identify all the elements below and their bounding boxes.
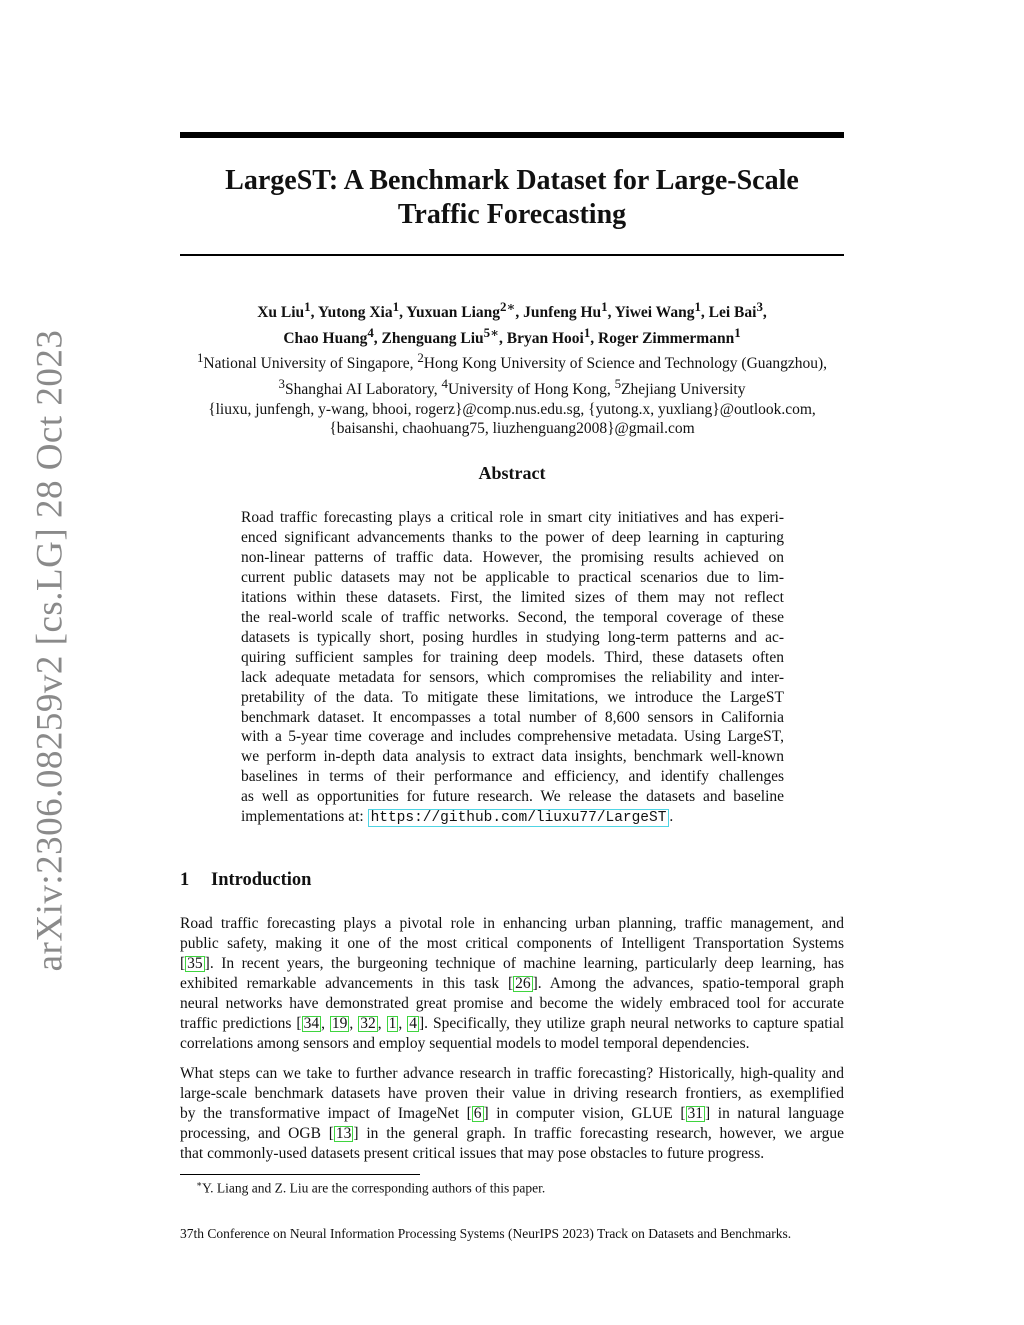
abstract-link-prefix: implementations at: [241,808,368,826]
paragraph-line: public safety, making it one of the most critical components of Intelligent Transportation Systems [180,934,844,952]
section-number: 1 [180,870,190,890]
abstract-line: enced significant advancements thanks to the power of deep learning in capturing [241,528,784,546]
paragraph-text: processing, and OGB [ [180,1124,334,1142]
paragraph-text: by the transformative impact of ImageNet [ [180,1104,472,1122]
abstract-line: benchmark dataset. It encompasses a total number of 8,600 sensors in California [241,708,784,726]
author-name: Lei Bai [708,304,757,322]
affiliation-text: Shanghai AI Laboratory, [284,381,442,399]
title-line-1: LargeST: A Benchmark Dataset for Large-Scale [225,165,799,196]
author-sup: 4 [367,324,374,340]
abstract-line: Road traffic forecasting plays a critical role in smart city initiatives and has experi- [241,509,784,526]
citation-link[interactable]: 35 [187,954,203,972]
author-sup: 1 [583,324,591,340]
paragraph-text: traffic predictions [ [180,1014,302,1032]
arxiv-identifier-stamp [28,329,72,971]
abstract-line: the real-world scale of traffic networks. Second, the temporal coverage of these [241,608,784,626]
paragraph-text: ]. Among the advances, spatio-temporal graph [532,974,844,992]
citation-link[interactable]: 34 [303,1014,320,1032]
author-separator: , [499,329,507,347]
abstract-line: itations within these datasets. First, the limited sizes of them may not reflect [241,588,784,606]
footnote-mark: ∗ [196,1179,203,1189]
venue-line: 37th Conference on Neural Information Processing Systems (NeurIPS 2023) Track on Datasets and Benchmarks. [180,1226,792,1241]
author-separator: , [590,329,599,347]
paragraph-line: [ 35 ]. In recent years, the burgeoning technique of machine learning, particularly deep learning, has [180,954,844,972]
citation-link[interactable]: 19 [331,1014,348,1032]
citation-link[interactable]: 31 [687,1104,704,1122]
author-separator: , [373,329,382,347]
paragraph-line: large-scale benchmark datasets have proven their value in driving research frontiers, as exemplified [180,1084,844,1102]
author-sup: 5∗ [483,324,499,340]
section-title: Introduction [211,870,312,890]
author-separator: , [310,304,318,322]
paragraph-text: ] in natural language [705,1104,845,1122]
section-heading-introduction [180,870,311,891]
paper-title [180,164,844,232]
abstract-line: pretability of the data. To mitigate these limitations, we introduce the LargeST [241,688,784,706]
author-sup: 1 [734,324,741,340]
abstract-line: non-linear patterns of traffic data. However, the promising results achieved on [241,548,784,566]
author-block [150,297,874,439]
intro-paragraph-2 [180,1064,844,1164]
author-name: Roger Zimmermann [598,329,735,347]
footnote-text: Y. Liang and Z. Liu are the corresponding authors of this paper. [202,1180,546,1196]
abstract-line: baselines in terms of their performance and efficiency, and identify challenges [241,768,784,786]
paragraph-text: . In recent years, the burgeoning technique of machine learning, particularly deep learning, has [209,954,844,972]
citation-link[interactable]: 4 [409,1014,417,1032]
paragraph-line: What steps can we take to further advance research in traffic forecasting? Historically, high-quality and [180,1065,844,1082]
paragraph-line: traffic predictions [ 34 , 19 , 32 , 1 , 4 ]. Specifically, they utilize graph neural networks to capture spatial [180,1014,845,1032]
abstract-line: current public datasets may not be applicable to practical scenarios due to lim- [241,568,784,586]
abstract-line: with a 5-year time coverage and includes comprehensive metadata. Using LargeST, [241,728,784,746]
paragraph-line: Road traffic forecasting plays a pivotal role in enhancing urban planning, traffic management, and [180,915,844,932]
abstract-body [241,508,784,829]
paragraph-line [180,1104,844,1124]
paragraph-text: exhibited remarkable advancements in this task [ [180,974,514,992]
abstract-line: we perform in-depth data analysis to extract data insights, benchmark well-known [241,748,784,766]
arxiv-id-text: arXiv:2306.08259v2 [cs.LG] 28 Oct 2023 [29,329,71,971]
author-name: Yiwei Wang [614,304,695,322]
title-line-2: Traffic Forecasting [397,199,627,230]
affiliation-sup: 2 [417,350,424,366]
intro-paragraph-1 [180,914,844,1054]
footnote-rule [180,1174,420,1175]
github-repo-link[interactable]: https://github.com/liuxu77/LargeST [368,809,670,827]
email-line-2: {baisanshi, chaohuang75, liuzhenguang2008}@gmail.com [329,420,695,438]
author-sup: 2∗ [500,299,516,314]
affiliation-text: National University of Singapore, [203,355,418,373]
paragraph-text: ] in computer vision, GLUE [ [483,1104,686,1122]
citation-link[interactable]: 1 [388,1014,397,1032]
title-top-rule [180,132,844,138]
abstract-line: as well as opportunities for future research. We release the datasets and baseline [241,788,784,806]
affiliation-text: Hong Kong University of Science and Technology (Guangzhou), [423,355,828,373]
paragraph-text: ]. Specifically, they utilize graph neural networks to capture spatial [419,1014,845,1032]
author-name: Chao Huang [283,329,368,347]
author-separator: , [700,304,709,322]
author-sup: 1 [392,299,400,314]
paragraph-line [180,974,844,994]
affiliation-sup: 3 [278,375,285,391]
paragraph-line [180,1124,844,1144]
paragraph-line: neural networks have demonstrated great promise and become the widely embraced tool for accurate [180,994,844,1012]
paragraph-text: ] in the general graph. In traffic forecasting research, however, we argue [353,1124,844,1142]
citation-link[interactable]: 26 [515,974,531,992]
author-sup: 1 [304,299,311,314]
author-name: Bryan Hooi [506,329,584,347]
author-line-1 [150,297,874,323]
author-name: Junfeng Hu [523,304,602,322]
citation-link[interactable]: 6 [473,1104,482,1122]
author-sup: 1 [601,299,608,314]
paragraph-line: correlations among sensors and employ sequential models to model temporal dependencies. [180,1034,750,1052]
abstract-line: lack adequate metadata for sensors, which compromises the reliability and inter- [241,668,784,686]
author-separator: , [515,304,524,322]
affiliation-text: Zhejiang University [621,381,746,399]
author-name: Yuxuan Liang [406,304,501,322]
author-line-2 [150,323,874,349]
paragraph-line: that commonly-used datasets present critical issues that may pose obstacles to future progress. [180,1144,765,1162]
title-bottom-rule [180,254,844,256]
affiliation-text: University of Hong Kong, [447,381,615,399]
author-sup: 3 [756,299,763,314]
author-separator: , [762,304,767,322]
citation-link[interactable]: 13 [335,1124,352,1142]
abstract-heading: Abstract [478,463,546,483]
abstract-link-suffix: . [669,808,674,826]
citation-link[interactable]: 32 [360,1014,376,1032]
affiliation-line-1 [150,348,874,374]
author-name: Yutong Xia [317,304,393,322]
abstract-line: datasets is typically short, posing hurdles in studying long-term patterns and ac- [241,628,784,646]
author-separator: , [399,304,407,322]
author-separator: , [607,304,615,322]
abstract-line: quiring sufficient samples for training deep models. Third, these datasets often [241,648,784,666]
abstract-last-line [241,807,784,829]
email-line-1: {liuxu, junfengh, y-wang, bhooi, rogerz}@comp.nus.edu.sg, {yutong.x, yuxliang}@outlook.com, [208,400,816,418]
affiliation-sup: 5 [614,375,622,391]
footnote [196,1179,545,1197]
affiliation-sup: 4 [441,375,448,391]
affiliation-sup: 1 [196,350,204,366]
author-name: Xu Liu [257,304,305,322]
affiliation-line-2 [150,374,874,400]
author-sup: 1 [694,299,701,314]
author-name: Zhenguang Liu [381,329,484,347]
